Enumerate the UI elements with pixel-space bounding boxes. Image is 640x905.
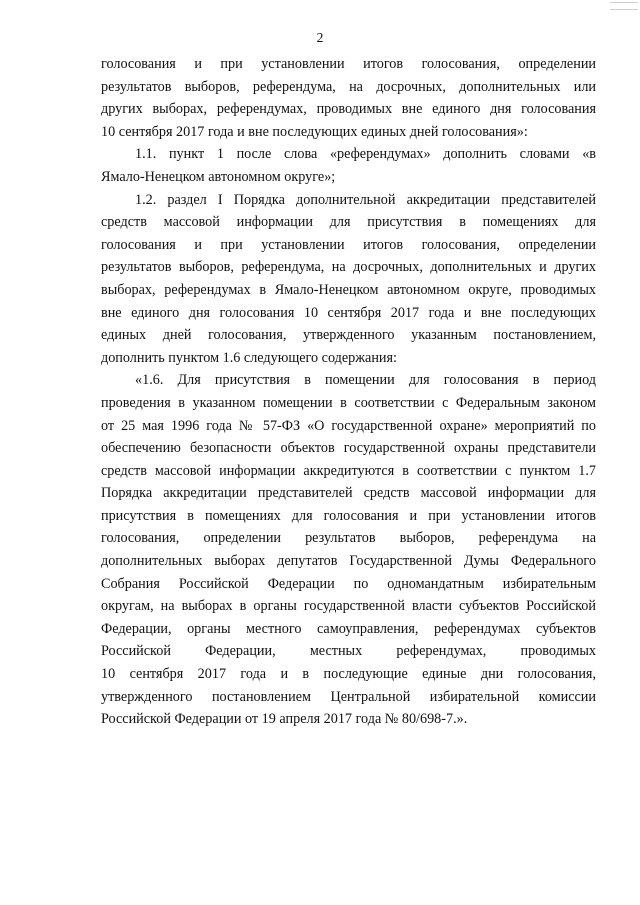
text-line: голосования, определении результатов выборов, референдума на — [101, 530, 596, 547]
document-body — [101, 53, 596, 731]
text-line: выборах, референдумах в Ямало-Ненецком автономном округе, проводимых — [101, 281, 596, 298]
text-line: «1.6. Для присутствия в помещении для голосования в период — [135, 372, 596, 389]
text-line: единых дней голосования, утвержденного указанным постановлением, — [101, 327, 596, 344]
text-line: 1.1. пункт 1 после слова «референдумах» дополнить словами «в — [135, 146, 596, 163]
text-line: вне единого дня голосования 10 сентября 2017 года и вне последующих — [101, 304, 596, 321]
paragraph-item-1-1 — [101, 143, 596, 188]
text-line: округам, на выборах в органы государственной власти субъектов Российской — [101, 598, 596, 615]
text-line: от 25 мая 1996 года № 57-ФЗ «О государственной охране» мероприятий по — [101, 417, 596, 434]
text-line: обеспечению безопасности объектов государственной охраны представители — [101, 440, 596, 457]
text-line: утвержденного постановлением Центральной избирательной комиссии — [101, 688, 596, 705]
text-line: 10 сентября 2017 года и вне последующих единых дней голосования»: — [101, 123, 528, 140]
page-number: 2 — [316, 30, 324, 45]
text-line: дополнительных выборах депутатов Государственной Думы Федерального — [101, 553, 596, 570]
text-line: дополнить пунктом 1.6 следующего содержания: — [101, 349, 397, 366]
text-line: голосования и при установлении итогов голосования, определении — [101, 56, 596, 72]
text-line: средств массовой информации для присутствия в помещениях для — [101, 214, 596, 231]
text-line: других выборах, референдумах, проводимых вне единого дня голосования — [101, 101, 596, 118]
text-line: Порядка аккредитации представителей средств массовой информации для — [101, 485, 596, 502]
text-line: Собрания Российской Федерации по одномандатным избирательным — [101, 575, 596, 592]
paragraph-item-1-2 — [101, 189, 596, 370]
paragraph-point-1-6 — [101, 369, 596, 731]
text-line: 10 сентября 2017 года и в последующие единые дни голосования, — [101, 666, 596, 683]
text-line: проведения в указанном помещении в соответствии с Федеральным законом — [101, 394, 596, 411]
text-line: Ямало-Ненецком автономном округе»; — [101, 168, 336, 185]
text-line: 1.2. раздел I Порядка дополнительной аккредитации представителей — [135, 191, 596, 208]
text-line: результатов выборов, референдума, на досрочных, дополнительных или — [101, 78, 596, 95]
scan-corner-mark — [610, 2, 638, 10]
text-line: присутствия в помещениях для голосования и при установлении итогов — [101, 507, 596, 524]
text-line: результатов выборов, референдума, на досрочных, дополнительных и других — [101, 259, 596, 276]
text-line: голосования и при установлении итогов голосования, определении — [101, 236, 596, 253]
text-line: Российской Федерации от 19 апреля 2017 года № 80/698-7.». — [101, 711, 468, 728]
paragraph-intro-continuation — [101, 53, 596, 143]
text-line: Федерации, органы местного самоуправления, референдумах субъектов — [101, 620, 596, 637]
text-line: Российской Федерации, местных референдумах, проводимых — [101, 643, 596, 660]
text-line: средств массовой информации аккредитуются в соответствии с пунктом 1.7 — [101, 462, 596, 479]
